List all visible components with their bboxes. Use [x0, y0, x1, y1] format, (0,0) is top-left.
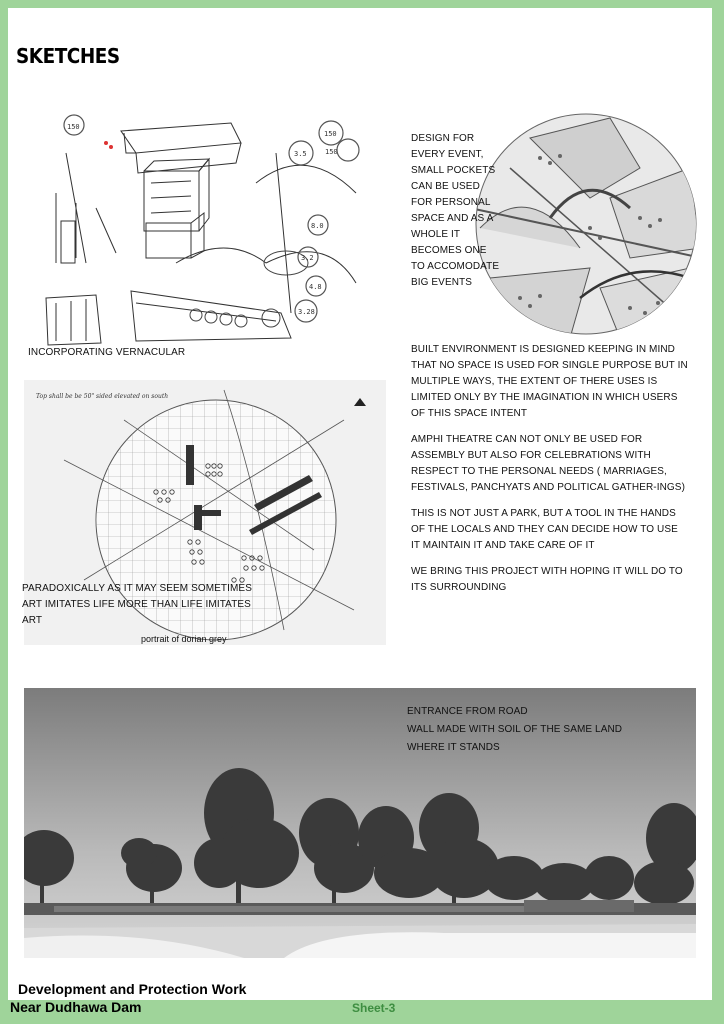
render-line-2: WALL MADE WITH SOIL OF THE SAME LAND [407, 724, 623, 735]
render-caption [407, 703, 622, 757]
grid-sketch-note: Top shall be be 50" sided elevated on south [36, 393, 169, 400]
event-line-1: DESIGN FOR [411, 133, 475, 144]
event-line-9: TO ACCOMODATE [411, 261, 500, 272]
project-title-line-1: Development and Protection Work [18, 981, 247, 997]
paradox-line-1: PARADOXICALLY AS IT MAY SEEM SOMETIMES [22, 583, 252, 594]
dorian-grey-caption: portrait of dorian grey [141, 634, 227, 644]
design-event-note [411, 131, 499, 291]
event-line-3: SMALL POCKETS [411, 165, 496, 176]
event-line-2: EVERY EVENT, [411, 149, 484, 160]
built-environment-paragraph: BUILT ENVIRONMENT IS DESIGNED KEEPING IN MIND THAT NO SPACE IS USED FOR SINGLE PURPOSE BUT IN MULTIPLE WAYS, THE EXTENT OF THERE USES IS LIMITED ONLY BY THE IMAGINATION IN WHICH USERS OF THIS SPACE INTENT [411, 344, 688, 419]
tag-2: 150 [325, 148, 338, 156]
main-description [411, 342, 689, 606]
tag-1: 150 [67, 123, 80, 131]
tag-7: 4.8 [309, 283, 322, 291]
sheet-number: Sheet-3 [352, 1001, 396, 1015]
circular-plan-sketch [470, 108, 702, 340]
vernacular-sketch [26, 113, 366, 348]
paradox-line-2: ART IMITATES LIFE MORE THAN LIFE IMITATES [22, 599, 251, 610]
event-line-10: BIG EVENTS [411, 277, 473, 288]
tag-4: 150 [324, 130, 337, 138]
tag-3: 3.5 [294, 150, 307, 158]
amphi-theatre-paragraph: AMPHI THEATRE CAN NOT ONLY BE USED FOR ASSEMBLY BUT ALSO FOR CELEBRATIONS WITH RESPECT TO THE PERSONAL NEEDS ( MARRIAGES, FESTIVALS, PANCHYATS AND POLITICAL GATHER-INGS) [411, 434, 686, 493]
sheet [8, 8, 712, 1000]
tag-8: 3.28 [298, 308, 315, 316]
event-line-7: WHOLE IT [411, 229, 461, 240]
page-title: SKETCHES [16, 44, 120, 68]
park-tool-paragraph: THIS IS NOT JUST A PARK, BUT A TOOL IN THE HANDS OF THE LOCALS AND THEY CAN DECIDE HOW TO USE IT MAINTAIN IT AND TAKE CARE OF IT [411, 508, 678, 551]
render-line-3: WHERE IT STANDS [407, 742, 500, 753]
event-line-5: FOR PERSONAL [411, 197, 491, 208]
event-line-6: SPACE AND AS A [411, 213, 494, 224]
paradox-line-3: ART [22, 615, 43, 626]
paradox-caption [22, 581, 252, 629]
tag-5: 8.0 [311, 222, 324, 230]
vernacular-caption: INCORPORATING VERNACULAR [28, 347, 186, 358]
project-title-line-2: Near Dudhawa Dam [10, 999, 142, 1015]
event-line-8: BECOMES ONE [411, 245, 487, 256]
tag-6: 3.2 [301, 254, 314, 262]
event-line-4: CAN BE USED [411, 181, 480, 192]
project-hope-paragraph: WE BRING THIS PROJECT WITH HOPING IT WILL DO TO ITS SURROUNDING [411, 566, 683, 593]
render-line-1: ENTRANCE FROM ROAD [407, 706, 528, 717]
